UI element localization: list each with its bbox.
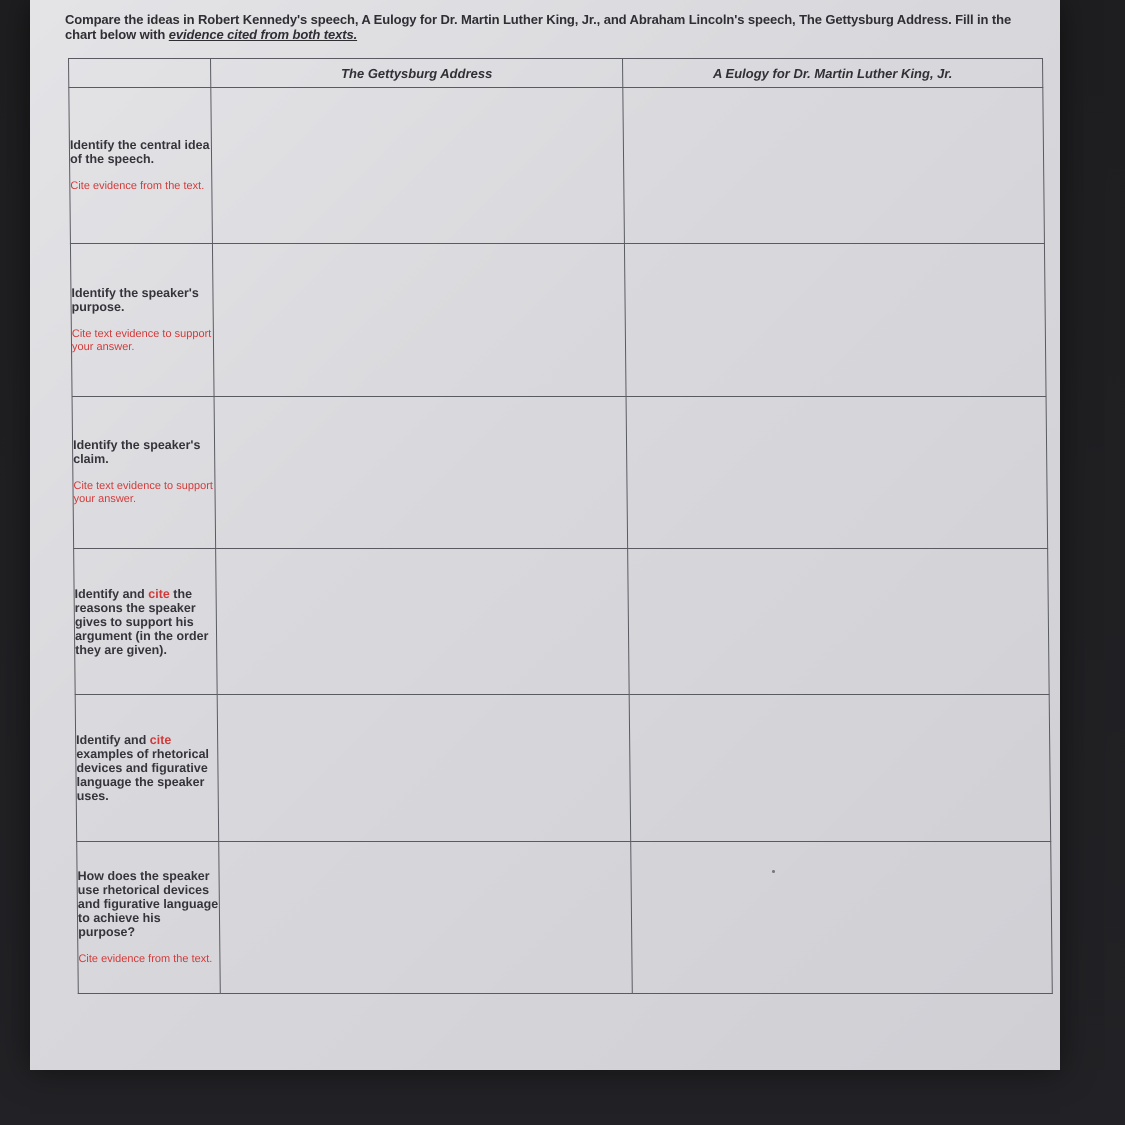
row-label-reasons [74,549,218,695]
row-prompt: Identify the speaker's claim. [72,438,201,467]
row-label-claim [72,396,216,548]
comparison-chart [68,58,1053,994]
answer-cell-eulogy-reasons[interactable] [628,549,1050,695]
table-row [72,396,1048,548]
table-row [75,695,1051,841]
header-blank-cell [69,59,211,88]
row-note: Cite evidence from the text. [70,180,205,193]
row-prompt-rest: the reasons the speaker gives to support his argument (in the order they are given). [74,586,209,657]
answer-cell-eulogy-purpose[interactable] [624,244,1046,396]
row-label-rhetorical-devices [75,695,219,841]
answer-cell-gettysburg-reasons[interactable] [216,549,630,695]
row-note: Cite text evidence to support your answer. [73,480,213,506]
row-prompt-rest: examples of rhetorical devices and figurative language the speaker uses. [76,746,210,803]
row-prompt: Identify and [74,586,149,601]
row-prompt: How does the speaker use rhetorical devices and figurative language to achieve his purpose? [77,868,219,939]
instructions-main: Compare the ideas in Robert Kennedy's speech, A Eulogy for Dr. Martin Luther King, Jr., and Abraham Lincoln's speech, The Gettysburg Address. Fill in the chart below with [65,12,1012,42]
stray-mark [772,870,775,873]
row-prompt: Identify the speaker's purpose. [71,286,199,314]
answer-cell-gettysburg-achieve-purpose[interactable] [219,841,633,993]
row-label-central-idea [69,88,213,244]
row-prompt: Identify and [76,732,150,747]
header-eulogy: A Eulogy for Dr. Martin Luther King, Jr. [623,59,1043,88]
worksheet-page [30,0,1060,1070]
row-note: Cite text evidence to support your answer. [71,328,212,353]
answer-cell-eulogy-central-idea[interactable] [623,88,1045,244]
answer-cell-eulogy-rhetorical-devices[interactable] [629,695,1051,841]
table-row [77,841,1053,993]
row-prompt-cite: cite [149,732,172,747]
table-row [74,549,1050,695]
instructions-text [65,12,1025,42]
answer-cell-gettysburg-rhetorical-devices[interactable] [217,695,631,841]
answer-cell-gettysburg-purpose[interactable] [212,244,626,396]
row-label-purpose [70,244,214,396]
answer-cell-gettysburg-claim[interactable] [214,396,628,548]
answer-cell-gettysburg-central-idea[interactable] [211,88,625,244]
header-row [69,59,1043,88]
table-row [70,244,1046,396]
row-prompt: Identify the central idea of the speech. [69,138,210,167]
table-row [69,88,1045,244]
answer-cell-eulogy-achieve-purpose[interactable] [631,841,1053,993]
row-note: Cite evidence from the text. [78,952,213,965]
answer-cell-eulogy-claim[interactable] [626,396,1048,548]
instructions-emphasis: evidence cited from both texts. [168,27,358,42]
header-gettysburg: The Gettysburg Address [211,59,623,88]
row-label-achieve-purpose [77,841,221,993]
row-prompt-cite: cite [148,586,170,601]
